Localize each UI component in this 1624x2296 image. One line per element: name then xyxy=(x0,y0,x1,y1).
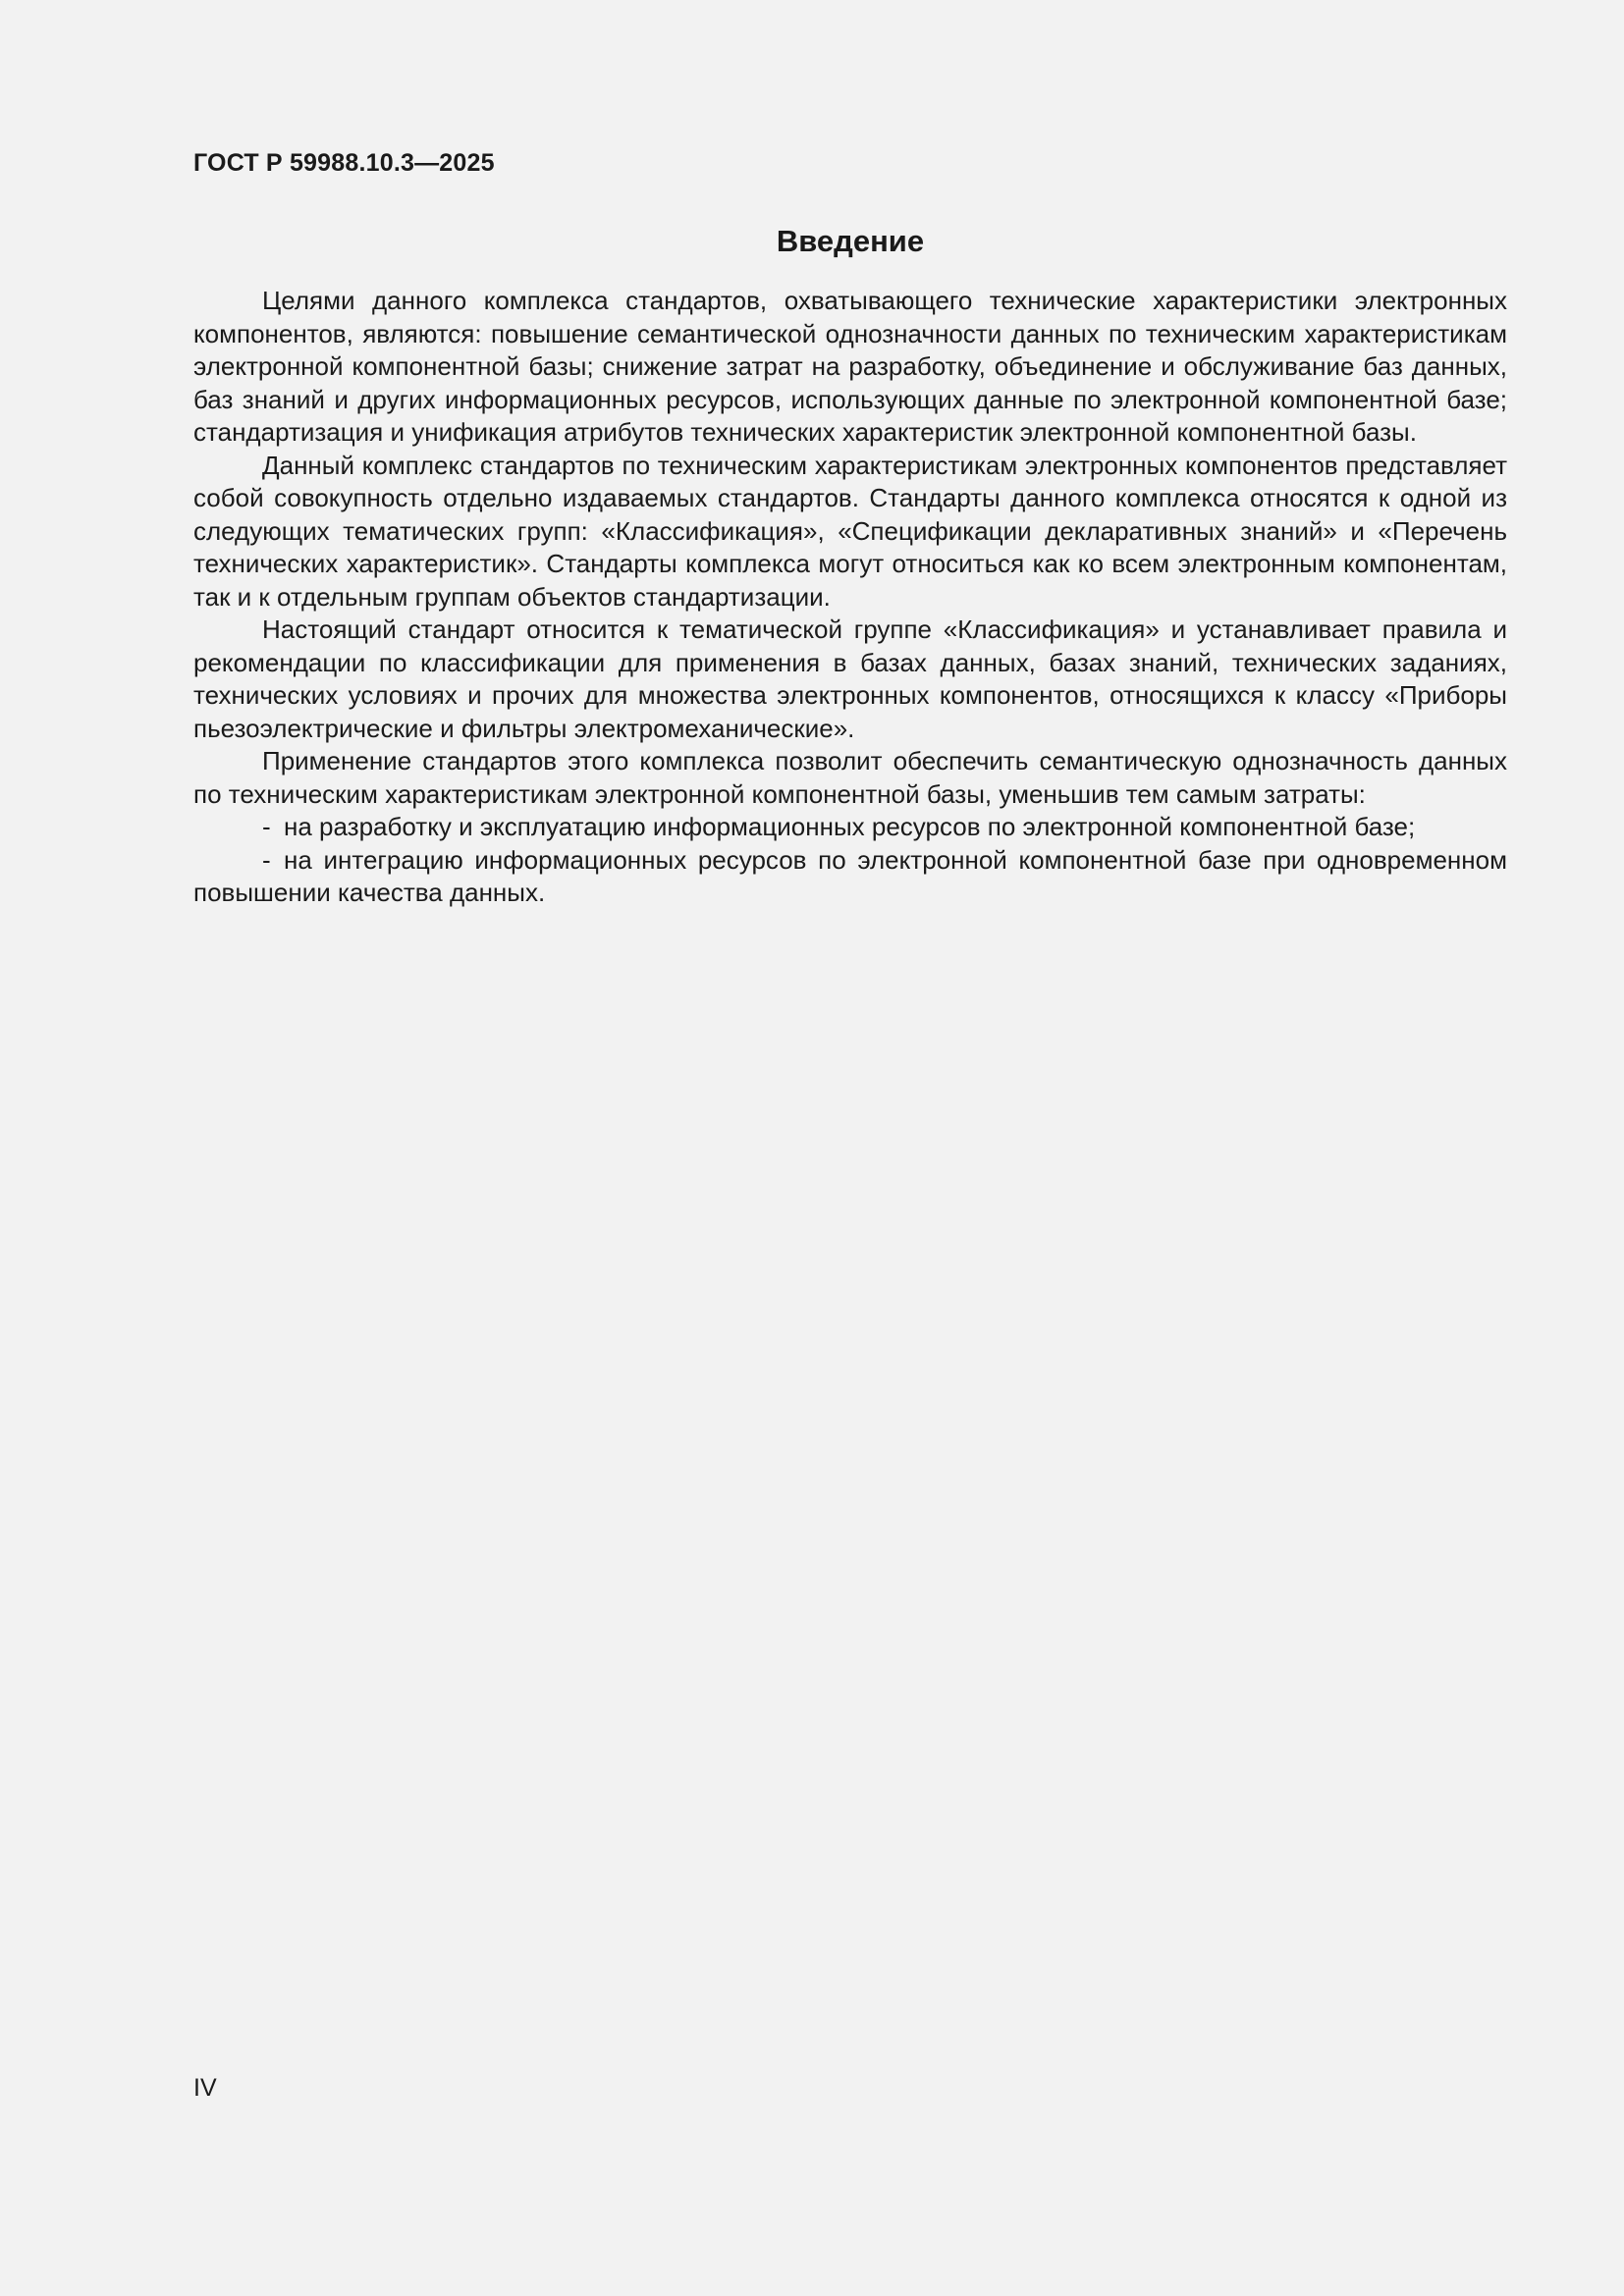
section-title: Введение xyxy=(776,224,925,258)
document-code-header: ГОСТ Р 59988.10.3—2025 xyxy=(193,149,495,177)
paragraph-goals: Целями данного комплекса стандартов, охватывающего технические характеристики электронных компонентов, являются: повышение семантической однозначности данных по техническим характеристикам электронной компонентной базы; снижение затрат на разработку, объединение и обслуживание баз данных, баз знаний и других информационных ресурсов, использующих данные по электронной компонентной базе; стандартизация и унификация атрибутов технических характеристик электронной компонентной базы. xyxy=(193,286,1507,447)
list-marker: - xyxy=(262,844,271,875)
list-item xyxy=(193,844,1507,910)
list-item-text: на интеграцию информационных ресурсов по электронной компонентной базе при одновременном повышении качества данных. xyxy=(193,844,1507,907)
paragraph-application: Применение стандартов этого комплекса позволит обеспечить семантическую однозначность данных по техническим характеристикам электронной компонентной базы, уменьшив тем самым затраты: xyxy=(193,746,1507,809)
list-item xyxy=(193,811,1507,844)
page-number: IV xyxy=(193,2074,217,2102)
paragraph-scope: Настоящий стандарт относится к тематической группе «Классификация» и устанавливает правила и рекомендации по классификации для применения в базах данных, базах знаний, технических заданиях, технических условиях и прочих для множества электронных компонентов, относящихся к классу «Приборы пьезоэлектрические и фильтры электромеханические». xyxy=(193,614,1507,743)
body-text xyxy=(193,285,1507,910)
paragraph-complex: Данный комплекс стандартов по техническим характеристикам электронных компонентов представляет собой совокупность отдельно издаваемых стандартов. Стандарты данного комплекса относятся к одной из следующих тематических групп: «Классификация», «Спецификации декларативных знаний» и «Перечень технических характеристик». Стандарты комплекса могут относиться как ко всем электронным компонентам, так и к отдельным группам объектов стандартизации. xyxy=(193,450,1507,612)
list-marker: - xyxy=(262,812,271,841)
list-item-text: на разработку и эксплуатацию информационных ресурсов по электронной компонентной базе; xyxy=(284,812,1416,841)
